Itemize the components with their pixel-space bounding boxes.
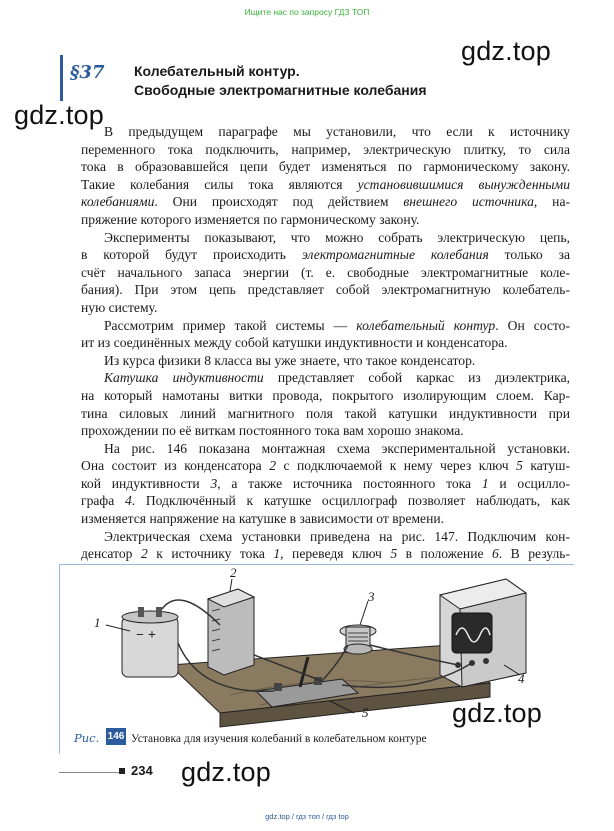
figure-caption: Установка для изучения колебаний в колебательном контуре (131, 733, 427, 745)
section-accent-bar (60, 55, 63, 101)
label-5: 5 (362, 705, 369, 720)
text-line: ную систему. (81, 299, 158, 315)
text-line: графа 4. Подключённый к катушке осциллограф позволяет наблюдать, как (81, 493, 570, 509)
emphasis: установившимися вынужденными (357, 176, 570, 192)
section-title-line-1: Колебательный контур. (134, 63, 300, 79)
text-line: Эксперименты показывают, что можно собрать электрическую цепь, (104, 229, 570, 245)
text-line: кой индуктивности 3, а также источника постоянного тока 1 и осцилло- (81, 475, 570, 491)
label-4: 4 (518, 671, 525, 686)
watermark: gdz.top (14, 100, 104, 130)
emphasis: внешнего источника (403, 194, 534, 210)
emphasis: Катушка индуктивности (104, 370, 264, 386)
text-line: счёт начального запаса энергии (т. е. свободные электромагнитные коле- (81, 264, 570, 280)
top-search-hint[interactable]: Ищите нас по запросу ГДЗ ТОП (244, 7, 370, 17)
label-2: 2 (230, 565, 237, 580)
text-line: В предыдущем параграфе мы установили, что если к источнику (104, 124, 570, 139)
watermark: gdz.top (452, 698, 542, 728)
bottom-links[interactable]: gdz.top / гдз топ / гдз top (265, 812, 349, 821)
label-1: 1 (94, 615, 101, 630)
page-marker (119, 768, 125, 774)
section-title-line-2: Свободные электромагнитные колебания (134, 82, 427, 98)
capacitor (208, 589, 254, 675)
text-line: переменного тока подключить, например, электрическую плитку, то сила (81, 141, 570, 157)
text-line: бания). При этом цепь представляет собой электромагнитную колебатель- (81, 282, 570, 298)
emphasis: электромагнитные колебания (301, 247, 489, 263)
text-line: На рис. 146 показана монтажная схема экспериментальной установки. (104, 440, 570, 456)
section-title (134, 62, 427, 100)
label-3: 3 (368, 589, 375, 604)
body-text (59, 123, 570, 563)
text-line: Из курса физики 8 класса вы уже знаете, что такое конденсатор. (104, 352, 476, 368)
page-rule (59, 772, 125, 773)
emphasis: колебательный контур (356, 317, 496, 333)
paragraph (59, 317, 570, 352)
text-line: на который намотаны витки провода, покрытого изолирующим слоем. Кар- (81, 387, 570, 403)
watermark: gdz.top (461, 36, 551, 66)
text-line: прохождении по её виткам постоянного тока вам хорошо знакома. (81, 423, 464, 439)
paragraph (59, 440, 570, 528)
text-line: тока в образовавшейся цепи будет изменяться по гармоническому закону. (81, 159, 570, 175)
section-number: §37 (70, 62, 105, 83)
text-line: Катушка индуктивности представляет собой каркас из диэлектрика, (104, 370, 570, 386)
text-line: пряжение которого изменяется по гармоническому закону. (81, 211, 420, 227)
watermark: gdz.top (181, 757, 271, 787)
paragraph (59, 123, 570, 229)
paragraph (59, 528, 570, 563)
emphasis: колебаниями (81, 194, 155, 210)
text-line: в которой будут происходить электромагнитные колебания только за (81, 247, 570, 263)
text-line: колебаниями. Они происходят под действием внешнего источника, на- (81, 194, 571, 210)
text-line: ит из соединённых между собой катушки индуктивности и конденсатора. (81, 335, 508, 351)
paragraph (59, 369, 570, 439)
text-line: денсатор 2 к источнику тока 1, переведя ключ 5 в положение 6. В резуль- (81, 546, 571, 562)
text-line: Рассмотрим пример такой системы — колебательный контур. Он состо- (104, 317, 571, 333)
text-line: Она состоит из конденсатора 2 с подключаемой к нему через ключ 5 катуш- (81, 458, 571, 474)
figure-number-badge: 146 (106, 728, 126, 745)
battery-plus: + (148, 628, 156, 643)
battery-minus: − (136, 628, 144, 643)
text-line: Такие колебания силы тока являются установившимися вынужденными (81, 176, 570, 192)
text-line: изменяется напряжение на катушке в зависимости от времени. (81, 511, 445, 527)
text-line: тина силовых линий магнитного поля такой катушки индуктивности при (81, 405, 570, 421)
paragraph (59, 229, 570, 317)
text-line: Электрическая схема установки приведена на рис. 147. Подключим кон- (104, 528, 570, 544)
page-number: 234 (131, 763, 153, 778)
paragraph (59, 352, 570, 370)
figure-caption-prefix: Рис. (74, 731, 100, 745)
